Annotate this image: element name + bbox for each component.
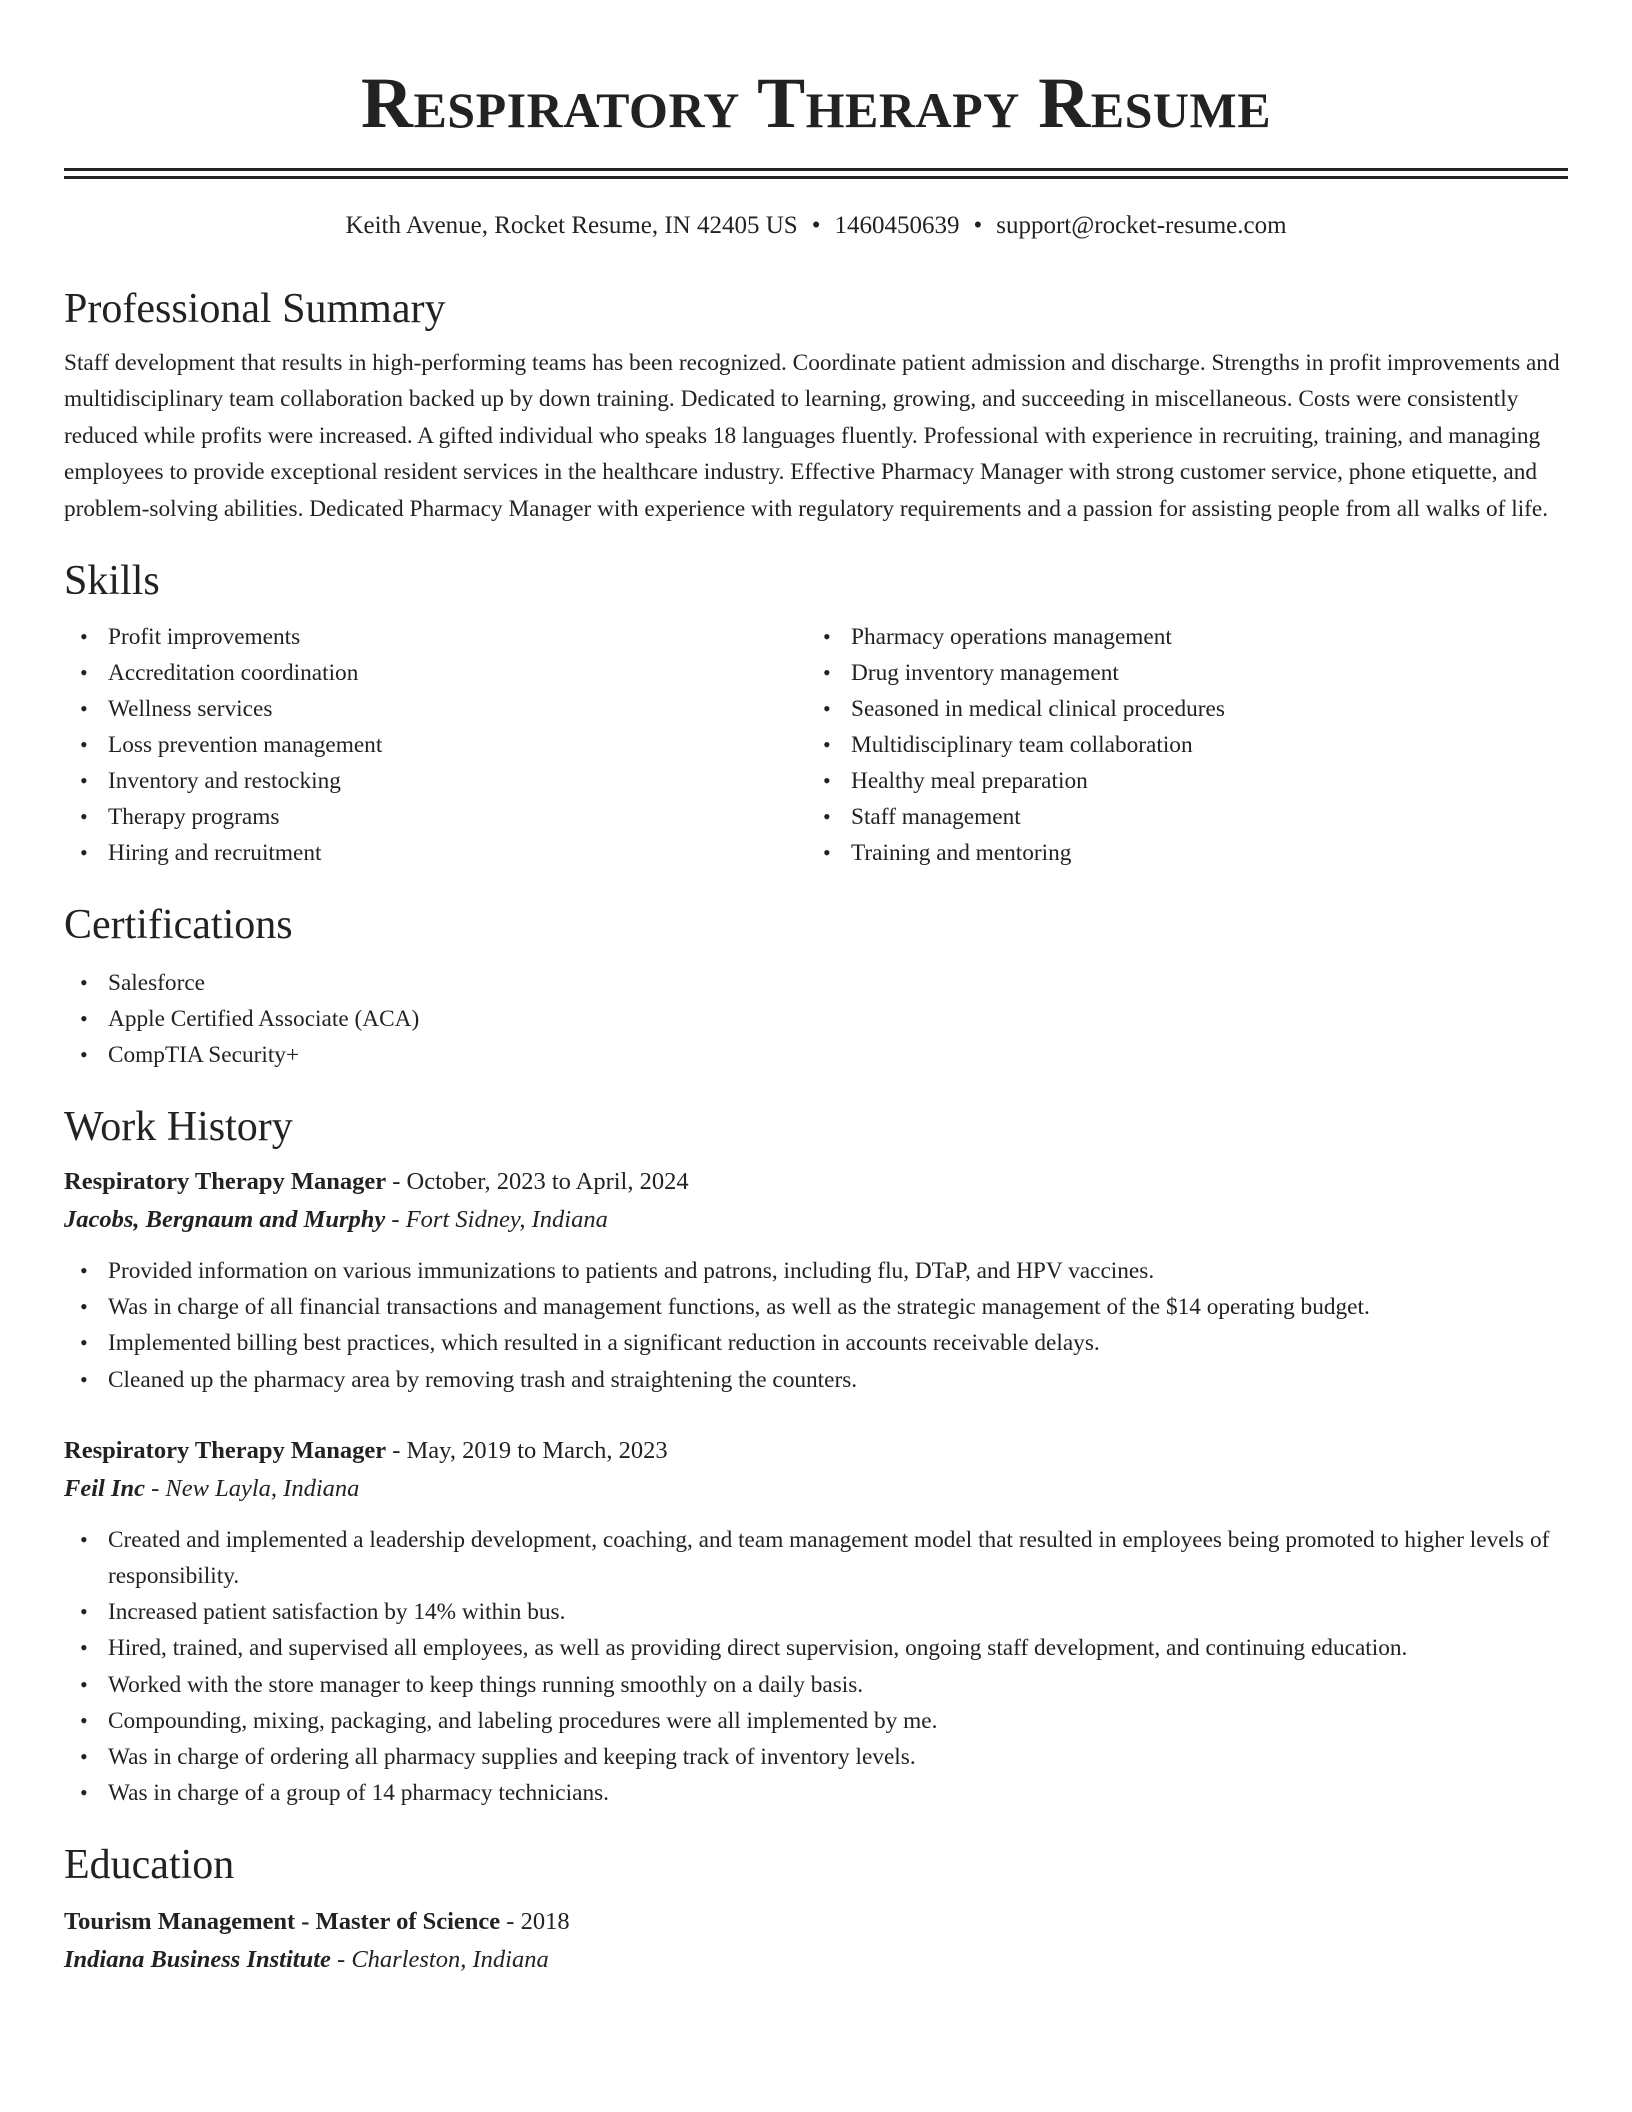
job-location: Fort Sidney, Indiana [405,1206,608,1234]
duty-text: Worked with the store manager to keep things running smoothly on a daily basis. [108,1671,864,1698]
education-location: Charleston, Indiana [351,1946,549,1974]
duty-text: Provided information on various immunizations to patients and patrons, including flu, DTaP, and HPV vaccines. [108,1258,1155,1285]
duty-text: Hired, trained, and supervised all employees, as well as providing direct supervision, ongoing staff development, and continuing education. [108,1635,1408,1662]
certification-label: Apple Certified Associate (ACA) [108,1006,420,1033]
contact-email[interactable]: support@rocket-resume.com [996,212,1287,239]
skill-label: Multidisciplinary team collaboration [851,732,1193,759]
list-item [80,799,807,835]
list-item [80,1001,1568,1037]
bullet-icon: • [80,1294,88,1320]
skill-label: Hiring and recruitment [108,840,322,867]
list-item [823,727,1550,763]
duty-text: Was in charge of a group of 14 pharmacy technicians. [108,1780,609,1807]
job-company: Feil Inc [64,1474,145,1502]
contact-address: Keith Avenue, Rocket Resume, IN 42405 US [345,212,798,239]
skill-label: Inventory and restocking [108,768,341,795]
bullet-icon: • [80,1744,88,1770]
list-item [80,1703,1568,1739]
list-item [80,1775,1568,1811]
duty-text: Increased patient satisfaction by 14% within bus. [108,1599,566,1626]
bullet-icon: • [80,768,88,794]
job-role: Respiratory Therapy Manager [64,1168,387,1196]
bullet-icon: • [80,970,88,996]
job-duties-list [64,1253,1568,1398]
bullet-icon: • [823,768,831,794]
skill-label: Profit improvements [108,624,301,651]
bullet-icon: • [80,804,88,830]
skill-label: Accreditation coordination [108,660,359,687]
education-degree: Tourism Management - Master of Science [64,1908,501,1936]
bullet-icon: • [80,1671,88,1697]
certifications-list [64,965,1568,1073]
work-history-section [64,1101,1568,1811]
list-item [80,835,807,871]
job-location: New Layla, Indiana [165,1474,360,1502]
duty-text: Was in charge of ordering all pharmacy supplies and keeping track of inventory levels. [108,1744,916,1771]
bullet-icon: • [80,1258,88,1284]
bullet-icon: • [80,696,88,722]
skill-label: Seasoned in medical clinical procedures [851,696,1225,723]
certification-label: Salesforce [108,970,206,997]
bullet-icon: • [80,1366,88,1392]
bullet-icon: • [823,696,831,722]
list-item [80,1289,1568,1325]
job-dates: May, 2019 to March, 2023 [406,1436,668,1464]
bullet-icon: • [823,804,831,830]
skills-column-left [64,619,807,871]
bullet-icon: • [80,840,88,866]
skills-grid [64,619,1568,871]
skill-label: Healthy meal preparation [851,768,1088,795]
list-item [823,763,1550,799]
duty-text: Implemented billing best practices, which resulted in a significant reduction in accounts receivable delays. [108,1330,1100,1357]
list-item [80,763,807,799]
skill-label: Wellness services [108,696,273,723]
duty-text: Compounding, mixing, packaging, and labeling procedures were all implemented by me. [108,1707,938,1734]
job-subheader: Jacobs, Bergnaum and Murphy - Fort Sidney, Indiana [64,1206,608,1234]
list-item [823,691,1550,727]
job-role: Respiratory Therapy Manager [64,1436,387,1464]
education-school: Indiana Business Institute [64,1946,331,1974]
professional-summary-section [64,283,1568,527]
education-entry [64,1903,1568,1979]
job-header: Respiratory Therapy Manager - May, 2019 to March, 2023 [64,1436,668,1464]
list-item [80,655,807,691]
list-item [80,691,807,727]
section-heading-summary: Professional Summary [64,286,446,332]
skills-list-left [64,619,807,871]
contact-line [64,209,1568,243]
bullet-icon: • [80,1526,88,1552]
skills-section [64,555,1568,871]
skill-label: Therapy programs [108,804,280,831]
section-heading-certifications: Certifications [64,902,293,949]
skill-label: Pharmacy operations management [851,624,1172,651]
list-item [823,619,1550,655]
list-item [80,1594,1568,1630]
bullet-icon: • [80,624,88,650]
list-item [823,655,1550,691]
job-entry [64,1163,1568,1398]
list-item [80,1667,1568,1703]
list-item [80,1739,1568,1775]
list-item [80,1253,1568,1289]
contact-phone: 1460450639 [834,212,960,239]
contact-separator: • [973,212,983,239]
bullet-icon: • [823,840,831,866]
job-subheader: Feil Inc - New Layla, Indiana [64,1474,360,1502]
bullet-icon: • [80,1780,88,1806]
skill-label: Loss prevention management [108,732,383,759]
education-header: Tourism Management - Master of Science - 2018 [64,1908,570,1936]
job-dates: October, 2023 to April, 2024 [406,1168,689,1196]
education-section [64,1839,1568,1979]
duty-text: Was in charge of all financial transactions and management functions, as well as the strategic management of the $14 operating budget. [108,1294,1370,1321]
skill-label: Drug inventory management [851,660,1119,687]
list-item [80,1362,1568,1398]
skills-column-right [807,619,1550,871]
list-item [823,799,1550,835]
list-item [823,835,1550,871]
bullet-icon: • [80,732,88,758]
bullet-icon: • [80,1599,88,1625]
job-company: Jacobs, Bergnaum and Murphy [64,1206,386,1234]
certification-label: CompTIA Security+ [108,1042,300,1069]
list-item [80,1630,1568,1666]
bullet-icon: • [80,1635,88,1661]
skill-label: Staff management [851,804,1021,831]
bullet-icon: • [80,1006,88,1032]
duty-text: Cleaned up the pharmacy area by removing trash and straightening the counters. [108,1366,858,1393]
list-item [80,965,1568,1001]
bullet-icon: • [823,624,831,650]
certifications-section [64,899,1568,1073]
bullet-icon: • [80,1707,88,1733]
bullet-icon: • [80,1042,88,1068]
job-entry [64,1432,1568,1812]
duty-text: Created and implemented a leadership development, coaching, and team management model that resulted in employees being promoted to higher levels of responsibility. [108,1526,1550,1590]
title-double-rule [64,168,1568,179]
contact-separator: • [811,212,821,239]
bullet-icon: • [80,1330,88,1356]
section-heading-skills: Skills [64,558,160,605]
resume-title: Respiratory Therapy Resume [360,63,1272,143]
summary-text: Staff development that results in high-performing teams has been recognized. Coordinate patient admission and discharge. Strengths in profit improvements and multidisciplinary team collaboration backed up by down training. Dedicated to learning, growing, and succeeding in miscellaneous. Costs were consistently reduced while profits were increased. A gifted individual who speaks 18 languages fluently. Professional with experience in recruiting, training, and managing employees to provide exceptional resident services in the healthcare industry. Effective Pharmacy Manager with strong customer service, phone etiquette, and problem-solving abilities. Dedicated Pharmacy Manager with experience with regulatory requirements and a passion for assisting people from all walks of life. [64,350,1560,522]
section-heading-education: Education [64,1842,235,1889]
bullet-icon: • [80,660,88,686]
job-header: Respiratory Therapy Manager - October, 2023 to April, 2024 [64,1168,689,1196]
section-heading-work-history: Work History [64,1104,293,1151]
list-item [80,619,807,655]
list-item [80,727,807,763]
job-duties-list [64,1522,1568,1812]
skill-label: Training and mentoring [851,840,1072,867]
list-item [80,1522,1568,1594]
education-year: 2018 [520,1908,570,1936]
list-item [80,1037,1568,1073]
education-subheader: Indiana Business Institute - Charleston, Indiana [64,1946,549,1974]
skills-list-right [807,619,1550,871]
bullet-icon: • [823,660,831,686]
bullet-icon: • [823,732,831,758]
list-item [80,1325,1568,1361]
